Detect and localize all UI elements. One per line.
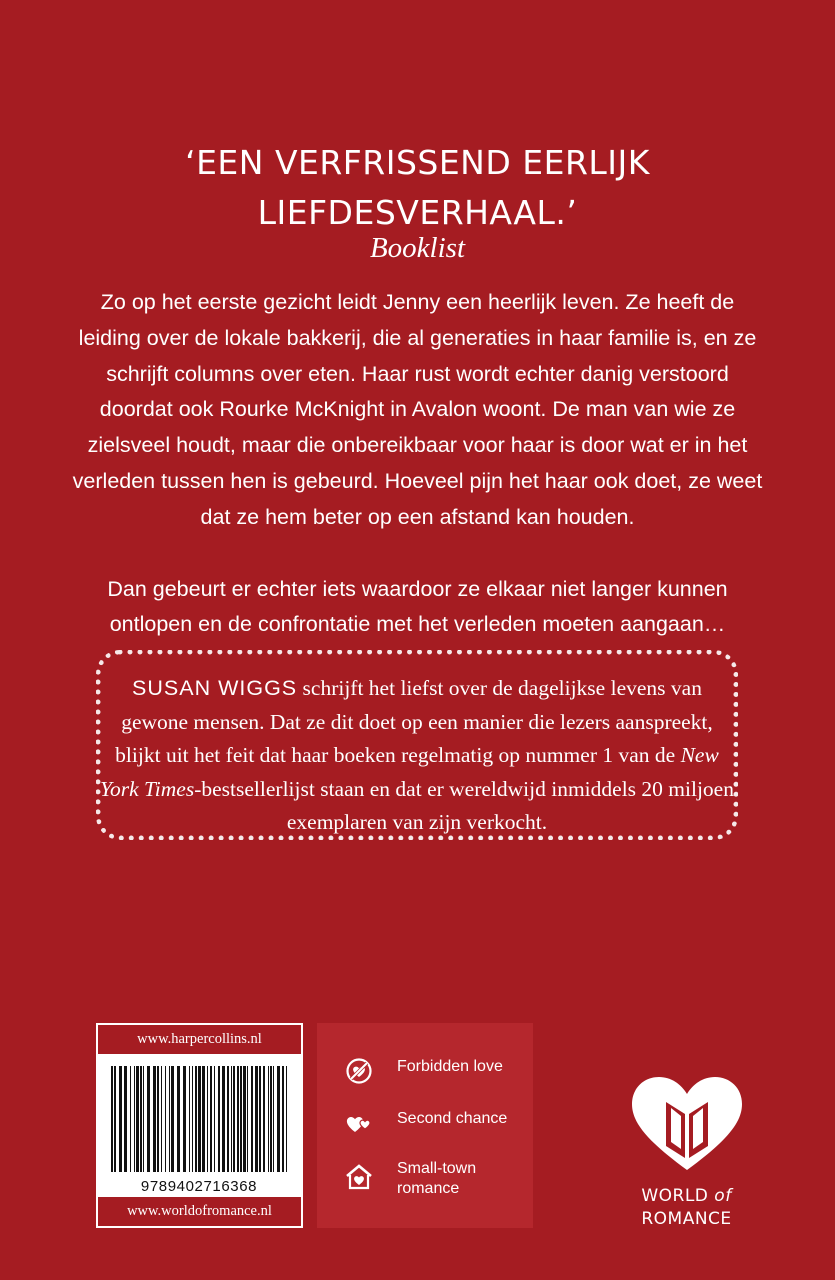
barcode-bar	[161, 1066, 162, 1172]
author-bio-text-2: -bestsellerlijst staan en dat er wereldwijd inmiddels 20 miljoen exemplaren van zijn verkocht.	[194, 776, 734, 834]
logo-of: of	[714, 1186, 732, 1206]
barcode-bar	[140, 1066, 142, 1172]
tag-forbidden-love	[345, 1057, 503, 1085]
isbn-number: 9789402716368	[140, 1178, 258, 1195]
barcode-bar	[124, 1066, 127, 1172]
barcode-bar	[143, 1066, 144, 1172]
barcode-bar	[210, 1066, 212, 1172]
barcode-bar	[233, 1066, 235, 1172]
tag-label: Forbidden love	[397, 1058, 503, 1075]
barcode-bar	[214, 1066, 215, 1172]
publisher-url[interactable]: www.harpercollins.nl	[98, 1025, 301, 1054]
blurb-paragraph-2: Dan gebeurt er echter iets waardoor ze elkaar niet langer kunnen ontlopen en de confrontatie met het verleden moeten aangaan…	[107, 576, 728, 637]
blurb-paragraph-1: Zo op het eerste gezicht leidt Jenny een heerlijk leven. Ze heeft de leiding over de lokale bakkerij, die al generaties in haar familie is, en ze schrijft columns over eten. Haar rust wordt echter danig verstoord doordat ook Rourke McKnight in Avalon woont. De man van wie ze zielsveel houdt, maar die onbereikbaar voor haar is door wat er in het verleden tussen hen is gebeurd. Hoeveel pijn het haar ook doet, ze weet dat ze hem beter op een afstand kan houden.	[72, 290, 763, 529]
barcode-bar	[231, 1066, 232, 1172]
barcode-bar	[198, 1066, 201, 1172]
barcode-bar	[251, 1066, 253, 1172]
barcode-bar	[153, 1066, 156, 1172]
barcode-bar	[130, 1066, 131, 1172]
barcode-bar	[192, 1066, 193, 1172]
barcode-bar	[183, 1066, 186, 1172]
tag-label: Small-town romance	[397, 1160, 477, 1197]
barcode-bar	[263, 1066, 265, 1172]
barcode	[103, 1062, 296, 1197]
barcode-bars	[111, 1066, 287, 1172]
author-bio-text-1: schrijft het liefst over de dagelijkse levens van gewone mensen. Dat ze dit doet op een manier die lezers aanspreekt, blijkt uit het feit dat haar boeken regelmatig op nummer 1 van de	[115, 676, 713, 767]
trope-tags-panel	[317, 1023, 533, 1228]
tag-small-town-romance	[345, 1159, 487, 1199]
barcode-bar	[195, 1066, 197, 1172]
tag-second-chance	[345, 1109, 507, 1137]
heart-book-icon	[628, 1074, 746, 1174]
house-heart-icon	[345, 1163, 373, 1191]
barcode-bar	[259, 1066, 261, 1172]
author-bio	[96, 672, 738, 840]
logo-world: WORLD	[641, 1186, 709, 1206]
barcode-bar	[237, 1066, 239, 1172]
barcode-bar	[243, 1066, 246, 1172]
barcode-bar	[227, 1066, 229, 1172]
barcode-bar	[157, 1066, 159, 1172]
barcode-bar	[218, 1066, 220, 1172]
barcode-bar	[240, 1066, 242, 1172]
barcode-bar	[255, 1066, 258, 1172]
barcode-bar	[207, 1066, 208, 1172]
quote-source: Booklist	[369, 232, 466, 264]
pull-quote-line-2: LIEFDESVERHAAL.’	[257, 193, 578, 232]
barcode-bar	[111, 1066, 113, 1172]
barcode-bar	[169, 1066, 170, 1172]
barcode-bar	[202, 1066, 205, 1172]
pull-quote-line-1: ‘EEN VERFRISSEND EERLIJK	[185, 143, 650, 182]
barcode-bar	[114, 1066, 116, 1172]
barcode-bar	[222, 1066, 225, 1172]
barcode-bar	[136, 1066, 139, 1172]
barcode-bar	[268, 1066, 269, 1172]
barcode-bar	[134, 1066, 135, 1172]
barcode-bar	[177, 1066, 180, 1172]
barcode-bar	[189, 1066, 190, 1172]
pull-quote	[0, 138, 835, 238]
series-url[interactable]: www.worldofromance.nl	[98, 1197, 301, 1226]
book-blurb	[70, 285, 765, 643]
logo-wordmark	[624, 1185, 749, 1231]
logo-romance: ROMANCE	[641, 1209, 732, 1229]
barcode-bar	[165, 1066, 166, 1172]
barcode-block	[96, 1023, 303, 1228]
world-of-romance-logo	[624, 1074, 749, 1231]
forbidden-heart-icon	[345, 1057, 373, 1085]
tag-label: Second chance	[397, 1110, 508, 1127]
barcode-bar	[247, 1066, 248, 1172]
barcode-bar	[273, 1066, 274, 1172]
two-hearts-icon	[345, 1109, 373, 1137]
barcode-bar	[277, 1066, 280, 1172]
author-name: SUSAN WIGGS	[132, 676, 298, 700]
barcode-bar	[119, 1066, 122, 1172]
author-bio-newspaper: New York Times	[100, 743, 719, 801]
barcode-bar	[282, 1066, 284, 1172]
barcode-bar	[171, 1066, 174, 1172]
barcode-bar	[286, 1066, 287, 1172]
barcode-bar	[147, 1066, 150, 1172]
barcode-bar	[270, 1066, 272, 1172]
